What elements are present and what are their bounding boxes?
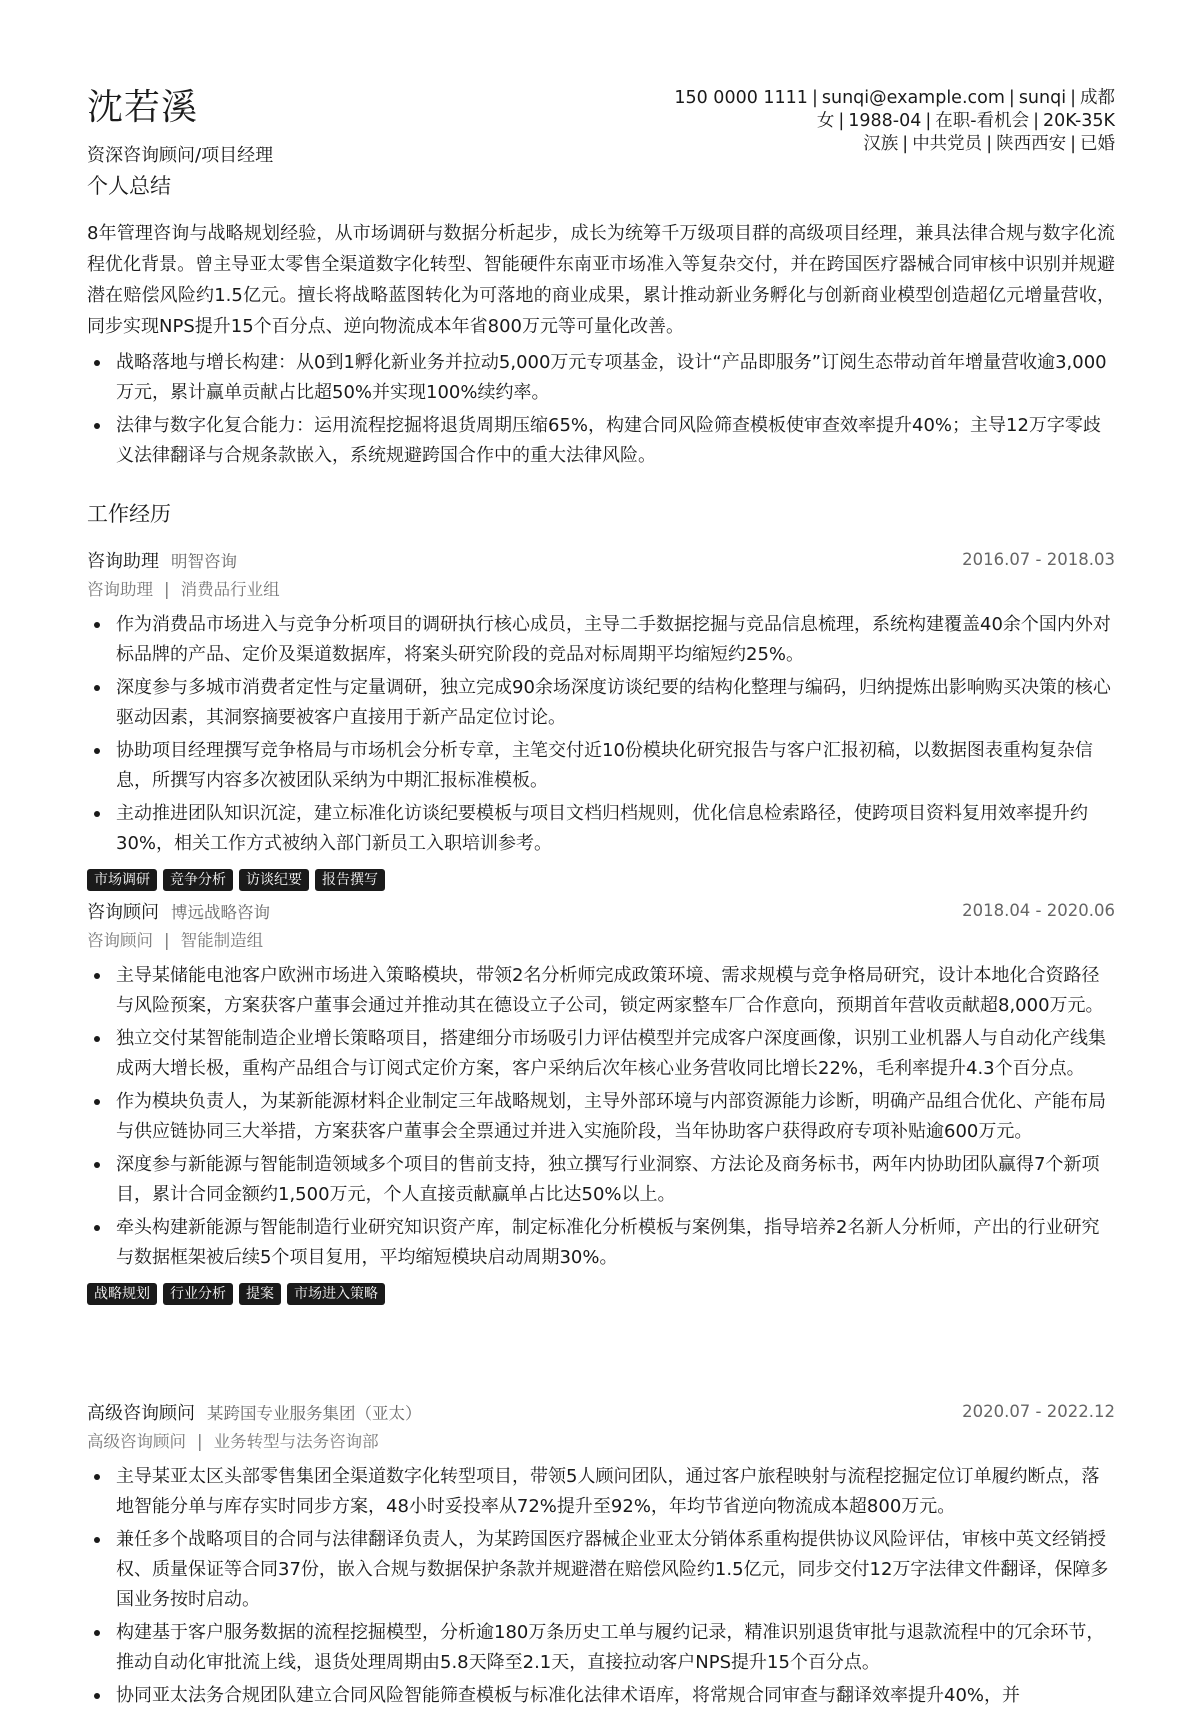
- job-subtitle: [87, 927, 1115, 957]
- email: sunqi@example.com: [821, 88, 1005, 108]
- marital-status: 已婚: [1080, 134, 1115, 154]
- job-position: 咨询助理: [87, 580, 153, 599]
- job-team: 智能制造组: [180, 931, 264, 950]
- skill-tag: 访谈纪要: [239, 869, 309, 891]
- separator: |: [986, 134, 993, 154]
- contact-line-3: [674, 133, 1115, 156]
- job-bullet: 主导某亚太区头部零售集团全渠道数字化转型项目，带领5人顾问团队，通过客户旅程映射与流程挖掘定位订单履约断点，落地智能分单与库存实时同步方案，48小时妥投率从72%提升至92%，年均节省逆向物流成本超800万元。: [87, 1462, 1115, 1522]
- resume-header: [87, 0, 1115, 175]
- resume-page: [87, 0, 1115, 1706]
- job-entry: [87, 548, 1115, 891]
- handle: sunqi: [1018, 88, 1067, 108]
- separator: |: [1008, 88, 1015, 108]
- job-header: [87, 1400, 1115, 1428]
- summary-bullet: 战略落地与增长构建：从0到1孵化新业务并拉动5,000万元专项基金，设计“产品即服务”订阅生态带动首年增量营收逾3,000万元，累计赢单贡献占比超50%并实现100%续约率。: [87, 348, 1115, 408]
- candidate-title: 资深咨询顾问/项目经理: [87, 145, 274, 166]
- job-date: 2020.07 - 2022.12: [962, 1402, 1115, 1421]
- job-status: 在职-看机会: [935, 111, 1030, 131]
- separator: |: [811, 88, 818, 108]
- separator: |: [1070, 88, 1076, 108]
- gender: 女: [816, 111, 835, 131]
- section-heading-summary: 个人总结: [87, 174, 171, 198]
- contact-info: [674, 87, 1115, 156]
- separator: |: [1033, 111, 1040, 131]
- skill-tag: 战略规划: [87, 1283, 157, 1305]
- contact-line-1: [674, 87, 1115, 110]
- job-bullets: [87, 961, 1115, 1273]
- job-position: 咨询顾问: [87, 931, 153, 950]
- separator: |: [1070, 134, 1076, 154]
- job-team: 消费品行业组: [180, 580, 280, 599]
- job-date: 2018.04 - 2020.06: [962, 901, 1115, 920]
- job-bullets: [87, 610, 1115, 859]
- skill-tags: [87, 869, 1115, 891]
- birth-date: 1988-04: [848, 111, 922, 131]
- skill-tag: 竞争分析: [163, 869, 233, 891]
- hometown: 陕西西安: [996, 134, 1067, 154]
- job-company: 博远战略咨询: [171, 903, 270, 922]
- separator: |: [197, 1432, 203, 1451]
- job-bullet: 作为模块负责人，为某新能源材料企业制定三年战略规划，主导外部环境与内部资源能力诊断，明确产品组合优化、产能布局与供应链协同三大举措，方案获客户董事会全票通过并进入实施阶段，当年协助客户获得政府专项补贴逾600万元。: [87, 1087, 1115, 1147]
- job-role: 咨询助理: [87, 551, 159, 572]
- job-bullet: 独立交付某智能制造企业增长策略项目，搭建细分市场吸引力评估模型并完成客户深度画像，识别工业机器人与自动化产线集成两大增长极，重构产品组合与订阅式定价方案，客户采纳后次年核心业务营收同比增长22%，毛利率提升4.3个百分点。: [87, 1024, 1115, 1084]
- skill-tag: 市场调研: [87, 869, 157, 891]
- job-bullet: 牵头构建新能源与智能制造行业研究知识资产库，制定标准化分析模板与案例集，指导培养2名新人分析师，产出的行业研究与数据框架被后续5个项目复用，平均缩短模块启动周期30%。: [87, 1213, 1115, 1273]
- job-bullet: 作为消费品市场进入与竞争分析项目的调研执行核心成员，主导二手数据挖掘与竞品信息梳理，系统构建覆盖40余个国内外对标品牌的产品、定价及渠道数据库，将案头研究阶段的竞品对标周期平均缩短约25%。: [87, 610, 1115, 670]
- separator: |: [164, 580, 170, 599]
- job-bullet: 兼任多个战略项目的合同与法律翻译负责人，为某跨国医疗器械企业亚太分销体系重构提供协议风险评估，审核中英文经销授权、质量保证等合同37份，嵌入合规与数据保护条款并规避潜在赔偿风险约1.5亿元，同步交付12万字法律文件翻译，保障多国业务按时启动。: [87, 1525, 1115, 1615]
- job-bullet: 构建基于客户服务数据的流程挖掘模型，分析逾180万条历史工单与履约记录，精准识别退货审批与退款流程中的冗余环节，推动自动化审批流上线，退货处理周期由5.8天降至2.1天，直接拉动客户NPS提升15个百分点。: [87, 1618, 1115, 1678]
- separator: |: [925, 111, 932, 131]
- expected-salary: 20K-35K: [1043, 111, 1115, 131]
- skill-tag: 报告撰写: [315, 869, 385, 891]
- job-position: 高级咨询顾问: [87, 1432, 186, 1451]
- job-subtitle: [87, 576, 1115, 606]
- job-entry: [87, 1400, 1115, 1714]
- job-team: 业务转型与法务咨询部: [213, 1432, 379, 1451]
- skill-tag: 行业分析: [163, 1283, 233, 1305]
- job-bullet: 协助项目经理撰写竞争格局与市场机会分析专章，主笔交付近10份模块化研究报告与客户汇报初稿，以数据图表重构复杂信息，所撰写内容多次被团队采纳为中期汇报标准模板。: [87, 736, 1115, 796]
- city: 成都: [1080, 88, 1115, 108]
- job-bullets: [87, 1462, 1115, 1711]
- phone: 150 0000 1111: [674, 88, 808, 108]
- skill-tags: [87, 1283, 1115, 1305]
- job-date: 2016.07 - 2018.03: [962, 550, 1115, 569]
- contact-line-2: [674, 110, 1115, 133]
- skill-tag: 市场进入策略: [287, 1283, 385, 1305]
- job-bullet: 主动推进团队知识沉淀，建立标准化访谈纪要模板与项目文档归档规则，优化信息检索路径，使跨项目资料复用效率提升约30%，相关工作方式被纳入部门新员工入职培训参考。: [87, 799, 1115, 859]
- job-company: 某跨国专业服务集团（亚太）: [207, 1404, 422, 1423]
- job-bullet: 深度参与多城市消费者定性与定量调研，独立完成90余场深度访谈纪要的结构化整理与编码，归纳提炼出影响购买决策的核心驱动因素，其洞察摘要被客户直接用于新产品定位讨论。: [87, 673, 1115, 733]
- job-company: 明智咨询: [171, 552, 237, 571]
- job-bullet: 协同亚太法务合规团队建立合同风险智能筛查模板与标准化法律术语库，将常规合同审查与翻译效率提升40%，并: [87, 1681, 1115, 1711]
- job-entry: [87, 899, 1115, 1305]
- job-header: [87, 899, 1115, 927]
- political-status: 中共党员: [912, 134, 983, 154]
- job-role: 咨询顾问: [87, 902, 159, 923]
- job-bullet: 深度参与新能源与智能制造领域多个项目的售前支持，独立撰写行业洞察、方法论及商务标书，两年内协助团队赢得7个新项目，累计合同金额约1,500万元，个人直接贡献赢单占比达50%以上。: [87, 1150, 1115, 1210]
- candidate-name: 沈若溪: [87, 87, 199, 128]
- separator: |: [164, 931, 170, 950]
- separator: |: [902, 134, 909, 154]
- separator: |: [838, 111, 845, 131]
- job-role: 高级咨询顾问: [87, 1403, 195, 1424]
- job-bullet: 主导某储能电池客户欧洲市场进入策略模块，带领2名分析师完成政策环境、需求规模与竞争格局研究，设计本地化合资路径与风险预案，方案获客户董事会通过并推动其在德设立子公司，锁定两家整车厂合作意向，预期首年营收贡献超8,000万元。: [87, 961, 1115, 1021]
- summary-paragraph: 8年管理咨询与战略规划经验，从市场调研与数据分析起步，成长为统筹千万级项目群的高级项目经理，兼具法律合规与数字化流程优化背景。曾主导亚太零售全渠道数字化转型、智能硬件东南亚市场准入等复杂交付，并在跨国医疗器械合同审核中识别并规避潜在赔偿风险约1.5亿元。擅长将战略蓝图转化为可落地的商业成果，累计推动新业务孵化与创新商业模型创造超亿元增量营收，同步实现NPS提升15个百分点、逆向物流成本年省800万元等可量化改善。: [87, 223, 1115, 337]
- skill-tag: 提案: [239, 1283, 281, 1305]
- summary-bullet: 法律与数字化复合能力：运用流程挖掘将退货周期压缩65%，构建合同风险筛查模板使审查效率提升40%；主导12万字零歧义法律翻译与合规条款嵌入，系统规避跨国合作中的重大法律风险。: [87, 411, 1115, 471]
- summary-bullets: [87, 348, 1115, 474]
- job-subtitle: [87, 1428, 1115, 1458]
- section-heading-work: 工作经历: [87, 502, 171, 526]
- job-header: [87, 548, 1115, 576]
- ethnicity: 汉族: [863, 134, 899, 154]
